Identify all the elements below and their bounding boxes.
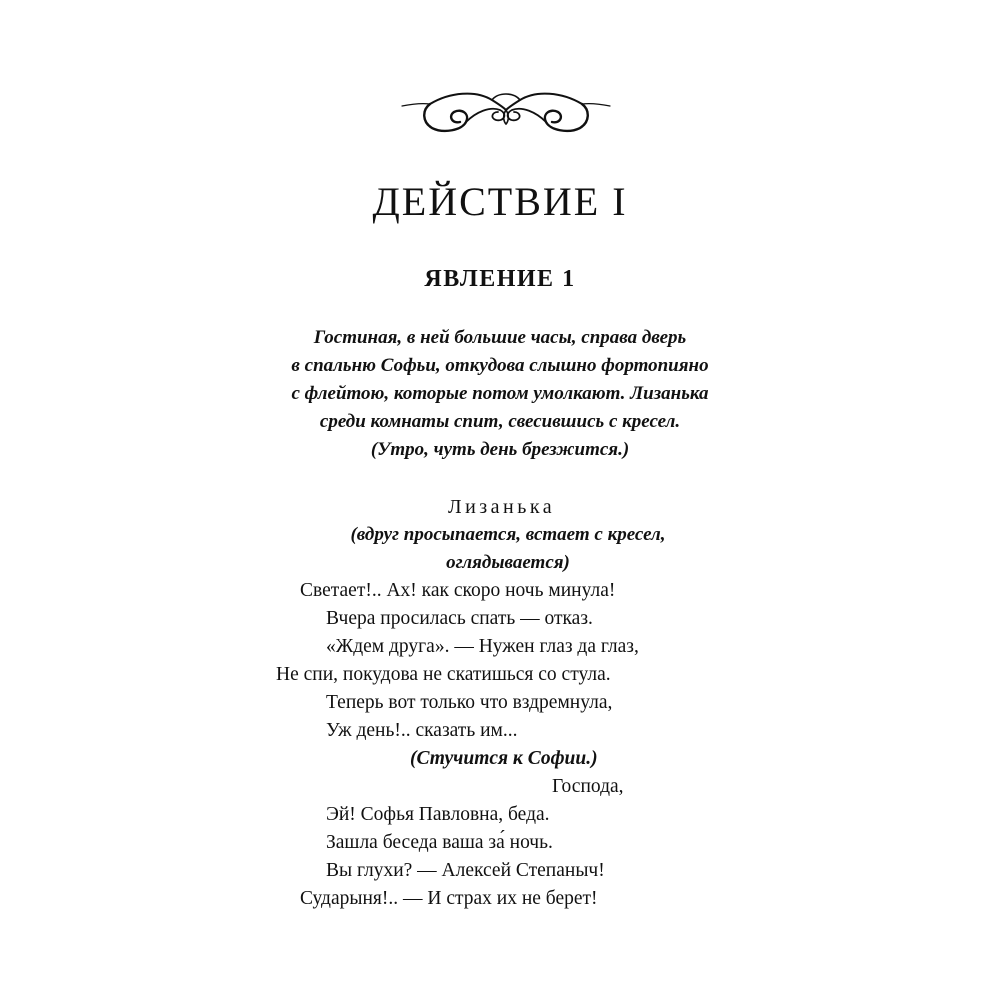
- speaker-name: Лизанька: [448, 496, 556, 518]
- verse-line: Не спи, покудова не скатишься со стула.: [276, 664, 611, 685]
- verse-line: Господа,: [552, 776, 624, 797]
- verse-line: Вчера просилась спать — отказ.: [326, 608, 593, 629]
- stage-direction-line: (Утро, чуть день брезжится.): [370, 439, 630, 460]
- verse-line: Зашла беседа ваша за́ ночь.: [326, 832, 553, 853]
- stage-direction-inline: (Стучится к Софии.): [410, 748, 598, 769]
- verse-line: Сударыня!.. — И страх их не берет!: [300, 888, 598, 909]
- verse-line: «Ждем друга». — Нужен глаз да глаз,: [326, 636, 639, 657]
- verse-line: Вы глухи? — Алексей Степаныч!: [326, 860, 605, 881]
- act-title: ДЕЙСТВИЕ I: [372, 179, 628, 224]
- stage-direction-line: с флейтою, которые потом умолкают. Лизанька: [291, 383, 709, 404]
- flourish-ornament-icon: [400, 86, 612, 138]
- speaker-direction-line: (вдруг просыпается, встает с кресел,: [350, 524, 666, 545]
- scene-title: ЯВЛЕНИЕ 1: [424, 266, 576, 292]
- speaker-direction-line: оглядывается): [446, 552, 570, 573]
- stage-direction-line: среди комнаты спит, свесившись с кресел.: [319, 411, 681, 432]
- verse-line: Эй! Софья Павловна, беда.: [326, 804, 550, 825]
- verse-line: Уж день!.. сказать им...: [326, 720, 518, 741]
- stage-direction-line: в спальню Софьи, откудова слышно фортопияно: [291, 355, 709, 376]
- verse-line: Теперь вот только что вздремнула,: [326, 692, 613, 713]
- verse-line: Светает!.. Ах! как скоро ночь минула!: [300, 580, 616, 601]
- stage-direction-line: Гостиная, в ней большие часы, справа дверь: [313, 327, 687, 348]
